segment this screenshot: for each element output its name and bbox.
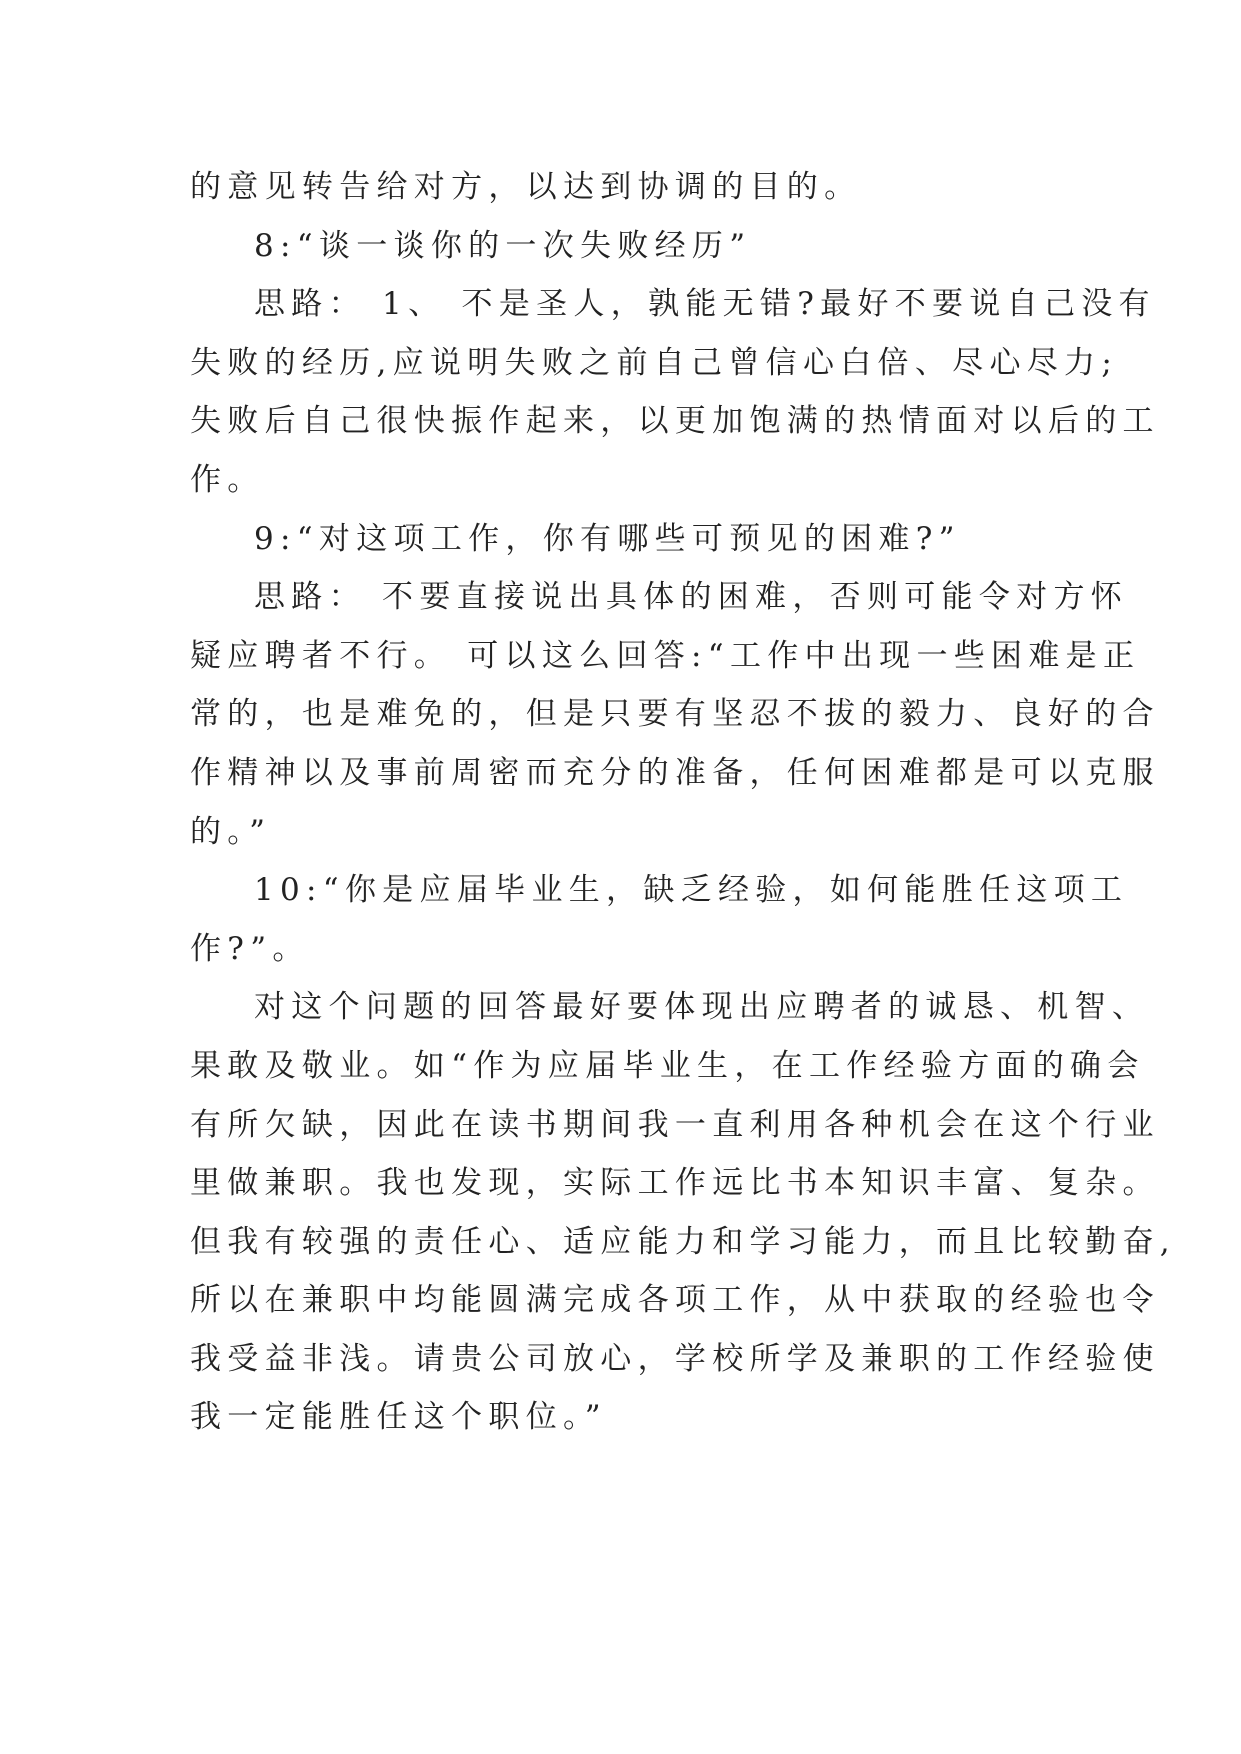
text-line: 作。: [190, 461, 265, 498]
text-line: 我一定能胜任这个职位。”: [190, 1399, 607, 1436]
text-line: 果敢及敬业。如“作为应届毕业生，在工作经验方面的确会: [190, 1047, 1145, 1084]
text-line: 里做兼职。我也发现，实际工作远比书本知识丰富、复杂。: [190, 1165, 1160, 1202]
text-line: 但我有较强的责任心、适应能力和学习能力，而且比较勤奋,: [190, 1223, 1176, 1260]
text-line: 失败后自己很快振作起来，以更加饱满的热情面对以后的工: [190, 403, 1160, 440]
text-line: 思路： 不要直接说出具体的困难，否则可能令对方怀: [254, 579, 1129, 616]
text-line: 作?”。: [190, 930, 310, 967]
text-line: 思路： 1、 不是圣人，孰能无错?最好不要说自己没有: [254, 286, 1156, 323]
question-heading: 8:“谈一谈你的一次失败经历”: [254, 227, 752, 264]
text-line: 作精神以及事前周密而充分的准备，任何困难都是可以克服: [190, 754, 1160, 791]
text-line: 的意见转告给对方，以达到协调的目的。: [190, 169, 862, 205]
text-line: 的。”: [190, 813, 272, 850]
question-heading: 10:“你是应届毕业生，缺乏经验，如何能胜任这项工: [254, 872, 1129, 909]
text-line: 失败的经历,应说明失败之前自己曾信心白倍、尽心尽力;: [190, 344, 1119, 381]
text-line: 疑应聘者不行。 可以这么回答:“工作中出现一些困难是正: [190, 637, 1141, 674]
document-body: [190, 158, 1176, 1447]
question-heading: 9:“对这项工作，你有哪些可预见的困难?”: [254, 520, 961, 557]
text-line: 对这个问题的回答最好要体现出应聘者的诚恳、机智、: [254, 989, 1150, 1026]
text-line: 所以在兼职中均能圆满完成各项工作，从中获取的经验也令: [190, 1282, 1160, 1319]
text-line: 我受益非浅。请贵公司放心，学校所学及兼职的工作经验使: [190, 1340, 1160, 1377]
text-line: 常的，也是难免的，但是只要有坚忍不拔的毅力、良好的合: [190, 696, 1160, 733]
text-line: 有所欠缺，因此在读书期间我一直利用各种机会在这个行业: [190, 1106, 1160, 1143]
